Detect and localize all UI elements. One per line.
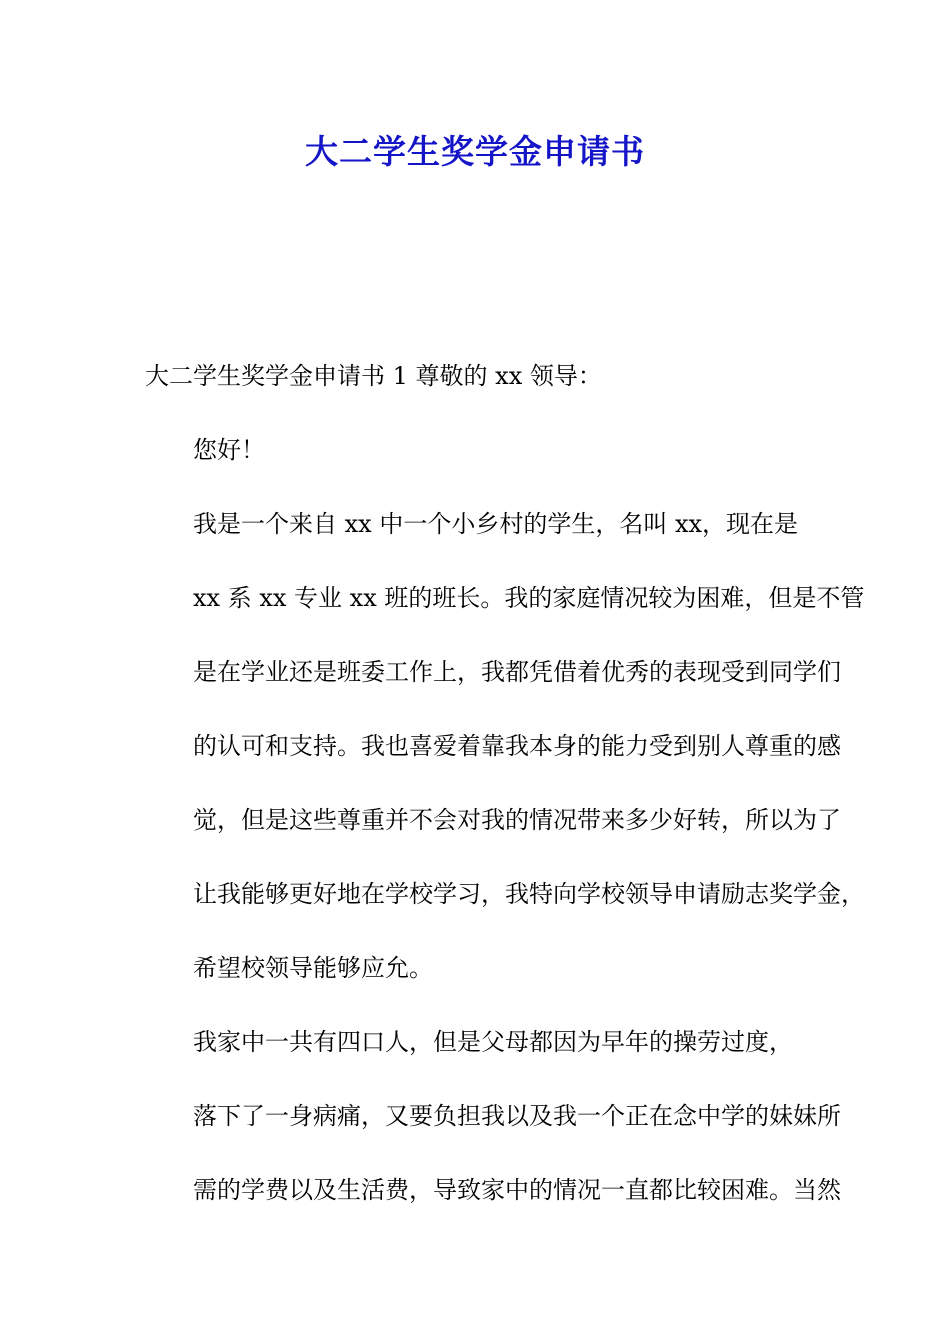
text-line: 需的学费以及生活费，导致家中的情况一直都比较困难。当然: [193, 1176, 841, 1204]
text-line: xx 系 xx 专业 xx 班的班长。我的家庭情况较为困难，但是不管: [193, 584, 865, 612]
paragraph-family-situation: [145, 1005, 841, 1227]
text-line: 您好！: [193, 436, 265, 464]
text-line: 大二学生奖学金申请书 1 尊敬的 xx 领导：: [145, 362, 602, 390]
text-line: 希望校领导能够应允。: [193, 954, 433, 982]
paragraph-salutation: [145, 339, 825, 413]
document-body: [145, 339, 865, 1227]
text-line: 我是一个来自 xx 中一个小乡村的学生，名叫 xx，现在是: [193, 510, 799, 538]
text-line: 的认可和支持。我也喜爱着靠我本身的能力受到别人尊重的感: [193, 732, 841, 760]
document-title: 大二学生奖学金申请书: [305, 132, 645, 171]
paragraph-greeting: [145, 413, 825, 487]
text-line: 落下了一身病痛，又要负担我以及我一个正在念中学的妹妹所: [193, 1102, 841, 1130]
text-line: 觉，但是这些尊重并不会对我的情况带来多少好转，所以为了: [193, 806, 841, 834]
text-line: 我家中一共有四口人，但是父母都因为早年的操劳过度，: [193, 1028, 793, 1056]
paragraph-introduction: [145, 487, 865, 1005]
text-line: 是在学业还是班委工作上，我都凭借着优秀的表现受到同学们: [193, 658, 841, 686]
text-line: 让我能够更好地在学校学习，我特向学校领导申请励志奖学金，: [193, 880, 865, 908]
